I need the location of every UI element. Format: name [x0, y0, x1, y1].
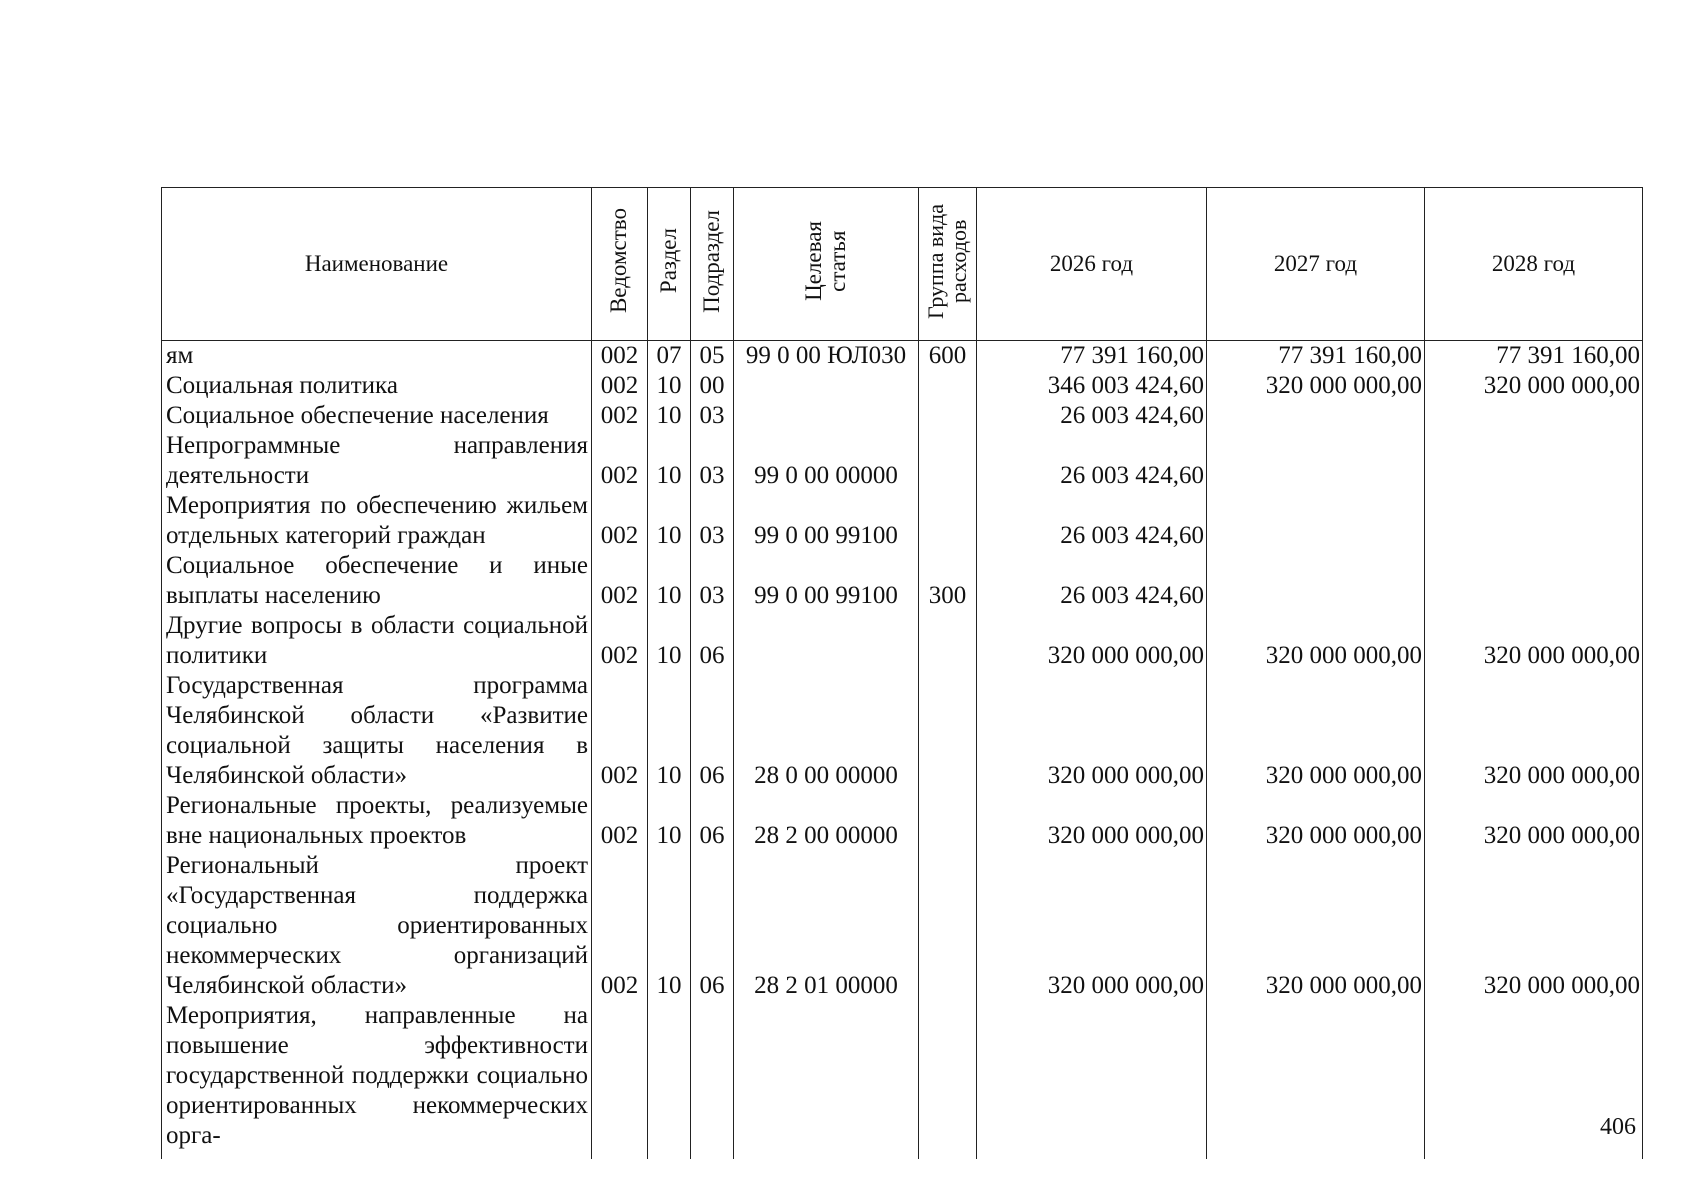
- row-2026-cell: [977, 1001, 1207, 1151]
- row-celevaya-cell: [734, 611, 919, 671]
- header-name: Наименование: [162, 188, 592, 341]
- budget-table-container: [161, 187, 1642, 1159]
- row-gruppa-cell: [919, 1001, 977, 1151]
- table-row: [162, 611, 1643, 671]
- row-name-cell: Социальная политика: [162, 371, 592, 401]
- row-podrazdel-cell: [691, 1001, 734, 1151]
- row-gruppa-cell: 300: [919, 551, 977, 611]
- row-gruppa-cell: [919, 401, 977, 431]
- row-name-cell: Региональный проект «Государственная поддержка социально ориентированных некоммерческих организаций Челябинской области»: [162, 851, 592, 1001]
- table-row: [162, 671, 1643, 791]
- row-gruppa-cell: 600: [919, 341, 977, 372]
- table-row: [162, 431, 1643, 491]
- row-2028-cell: [1425, 401, 1643, 431]
- row-gruppa-cell: [919, 851, 977, 1001]
- row-2026-cell: 77 391 160,00: [977, 341, 1207, 372]
- row-gruppa-cell: [919, 671, 977, 791]
- row-2027-cell: [1207, 401, 1425, 431]
- table-row: [162, 341, 1643, 372]
- row-name-cell: Региональные проекты, реализуемые вне национальных проектов: [162, 791, 592, 851]
- row-2026-cell: 320 000 000,00: [977, 611, 1207, 671]
- row-podrazdel-cell: 06: [691, 611, 734, 671]
- row-ved-cell: 002: [592, 491, 648, 551]
- row-name-cell: Социальное обеспечение и иные выплаты населению: [162, 551, 592, 611]
- row-celevaya-cell: [734, 401, 919, 431]
- row-2028-cell: [1425, 491, 1643, 551]
- header-celevaya: Целевая статья: [734, 188, 919, 341]
- row-celevaya-cell: 28 2 00 00000: [734, 791, 919, 851]
- row-2027-cell: 320 000 000,00: [1207, 371, 1425, 401]
- row-2028-cell: [1425, 551, 1643, 611]
- row-name-cell: Мероприятия по обеспечению жильем отдельных категорий граждан: [162, 491, 592, 551]
- row-ved-cell: 002: [592, 371, 648, 401]
- row-podrazdel-cell: 05: [691, 341, 734, 372]
- row-2026-cell: 26 003 424,60: [977, 551, 1207, 611]
- row-celevaya-cell: [734, 371, 919, 401]
- row-podrazdel-cell: 06: [691, 851, 734, 1001]
- row-ved-cell: 002: [592, 611, 648, 671]
- row-celevaya-cell: 99 0 00 00000: [734, 431, 919, 491]
- table-row: [162, 851, 1643, 1001]
- row-2026-cell: 320 000 000,00: [977, 791, 1207, 851]
- row-gruppa-cell: [919, 491, 977, 551]
- row-razdel-cell: 10: [648, 791, 691, 851]
- table-header-row: [162, 188, 1643, 341]
- row-2027-cell: [1207, 551, 1425, 611]
- row-celevaya-cell: 28 0 00 00000: [734, 671, 919, 791]
- table-row: [162, 371, 1643, 401]
- table-row: [162, 1001, 1643, 1151]
- row-razdel-cell: 10: [648, 401, 691, 431]
- header-podrazdel: Подраздел: [691, 188, 734, 341]
- row-razdel-cell: 10: [648, 551, 691, 611]
- row-2027-cell: 320 000 000,00: [1207, 791, 1425, 851]
- row-podrazdel-cell: 06: [691, 791, 734, 851]
- header-2027: 2027 год: [1207, 188, 1425, 341]
- row-gruppa-cell: [919, 791, 977, 851]
- row-2028-cell: [1425, 431, 1643, 491]
- row-2028-cell: 320 000 000,00: [1425, 671, 1643, 791]
- table-row: [162, 791, 1643, 851]
- row-razdel-cell: 10: [648, 851, 691, 1001]
- row-2026-cell: 346 003 424,60: [977, 371, 1207, 401]
- row-2027-cell: [1207, 491, 1425, 551]
- row-razdel-cell: 10: [648, 671, 691, 791]
- row-celevaya-cell: 99 0 00 ЮЛ030: [734, 341, 919, 372]
- row-2026-cell: 320 000 000,00: [977, 851, 1207, 1001]
- row-ved-cell: 002: [592, 791, 648, 851]
- row-podrazdel-cell: 03: [691, 551, 734, 611]
- row-name-cell: Государственная программа Челябинской области «Развитие социальной защиты населения в Челябинской области»: [162, 671, 592, 791]
- row-podrazdel-cell: 06: [691, 671, 734, 791]
- row-podrazdel-cell: 00: [691, 371, 734, 401]
- row-2027-cell: 320 000 000,00: [1207, 851, 1425, 1001]
- row-2026-cell: 26 003 424,60: [977, 491, 1207, 551]
- row-ved-cell: 002: [592, 341, 648, 372]
- row-2026-cell: 320 000 000,00: [977, 671, 1207, 791]
- row-2027-cell: 320 000 000,00: [1207, 611, 1425, 671]
- row-gruppa-cell: [919, 371, 977, 401]
- table-bottom-padding: [162, 1151, 1643, 1159]
- row-celevaya-cell: 99 0 00 99100: [734, 551, 919, 611]
- row-razdel-cell: 10: [648, 371, 691, 401]
- row-razdel-cell: 07: [648, 341, 691, 372]
- row-podrazdel-cell: 03: [691, 491, 734, 551]
- row-razdel-cell: 10: [648, 611, 691, 671]
- row-2027-cell: 320 000 000,00: [1207, 671, 1425, 791]
- header-ved: Ведомство: [592, 188, 648, 341]
- row-2028-cell: 320 000 000,00: [1425, 791, 1643, 851]
- row-2026-cell: 26 003 424,60: [977, 401, 1207, 431]
- row-ved-cell: 002: [592, 401, 648, 431]
- row-ved-cell: 002: [592, 431, 648, 491]
- table-row: [162, 401, 1643, 431]
- header-2026: 2026 год: [977, 188, 1207, 341]
- row-2028-cell: 320 000 000,00: [1425, 611, 1643, 671]
- row-name-cell: Социальное обеспечение населения: [162, 401, 592, 431]
- row-gruppa-cell: [919, 431, 977, 491]
- row-name-cell: Другие вопросы в области социальной политики: [162, 611, 592, 671]
- row-razdel-cell: 10: [648, 431, 691, 491]
- row-razdel-cell: 10: [648, 491, 691, 551]
- row-2026-cell: 26 003 424,60: [977, 431, 1207, 491]
- row-2027-cell: [1207, 1001, 1425, 1151]
- row-ved-cell: [592, 1001, 648, 1151]
- row-name-cell: Мероприятия, направленные на повышение эффективности государственной поддержки социально ориентированных некоммерческих орга-: [162, 1001, 592, 1151]
- row-celevaya-cell: 28 2 01 00000: [734, 851, 919, 1001]
- row-celevaya-cell: [734, 1001, 919, 1151]
- table-row: [162, 551, 1643, 611]
- header-gruppa: Группа вида расходов: [919, 188, 977, 341]
- row-2028-cell: 320 000 000,00: [1425, 851, 1643, 1001]
- row-2027-cell: [1207, 431, 1425, 491]
- page-number: 406: [1600, 1114, 1636, 1140]
- row-ved-cell: 002: [592, 851, 648, 1001]
- row-celevaya-cell: 99 0 00 99100: [734, 491, 919, 551]
- row-gruppa-cell: [919, 611, 977, 671]
- row-podrazdel-cell: 03: [691, 401, 734, 431]
- table-row: [162, 491, 1643, 551]
- budget-table: [161, 187, 1643, 1159]
- row-name-cell: Непрограммные направления деятельности: [162, 431, 592, 491]
- row-ved-cell: 002: [592, 671, 648, 791]
- header-2028: 2028 год: [1425, 188, 1643, 341]
- row-name-cell: ям: [162, 341, 592, 372]
- header-razdel: Раздел: [648, 188, 691, 341]
- row-podrazdel-cell: 03: [691, 431, 734, 491]
- row-razdel-cell: [648, 1001, 691, 1151]
- row-2027-cell: 77 391 160,00: [1207, 341, 1425, 372]
- row-2028-cell: 320 000 000,00: [1425, 371, 1643, 401]
- table-body: [162, 341, 1643, 1160]
- row-ved-cell: 002: [592, 551, 648, 611]
- row-2028-cell: 77 391 160,00: [1425, 341, 1643, 372]
